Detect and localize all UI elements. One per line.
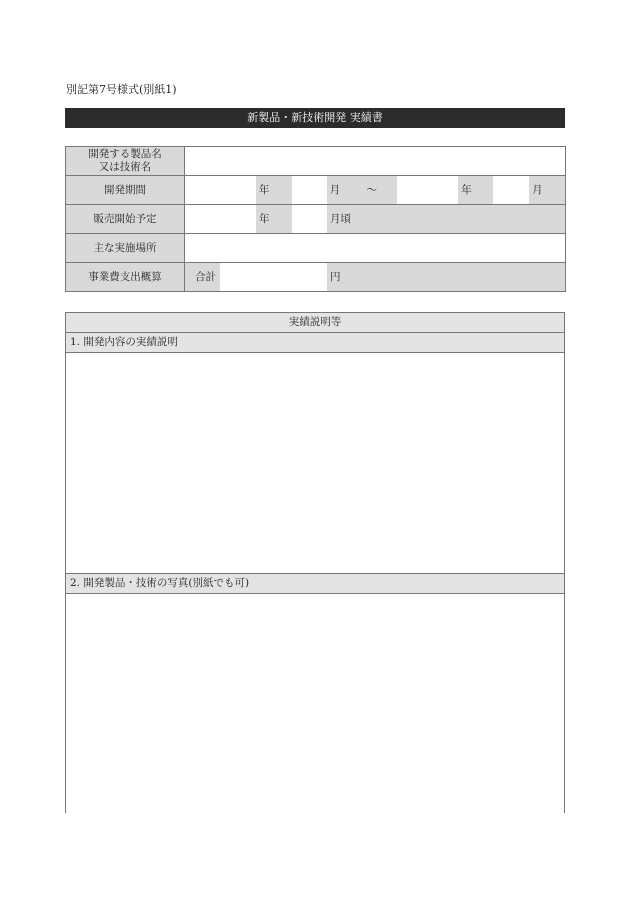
expenses-amount-field[interactable]: [220, 263, 327, 291]
product-name-label-line2: 又は技術名: [98, 161, 152, 173]
dev-period-label: 開発期間: [66, 176, 185, 205]
product-name-label: [66, 147, 185, 176]
product-name-field[interactable]: [185, 147, 566, 176]
document-title: 新製品・新技術開発 実績書: [65, 108, 565, 128]
location-field[interactable]: [185, 234, 566, 263]
dev-period-tilde: 〜: [367, 176, 398, 204]
product-name-row: [66, 147, 566, 176]
location-row: [66, 234, 566, 263]
results-header: 実績説明等: [66, 313, 564, 333]
expenses-total-label: 合計: [185, 263, 220, 291]
sales-start-label: 販売開始予定: [66, 205, 185, 234]
dev-period-end-month-field[interactable]: [493, 176, 529, 204]
dev-period-month2-unit: 月: [529, 176, 565, 204]
sales-start-year-unit: 年: [256, 205, 292, 233]
section1-text-area[interactable]: [66, 353, 564, 573]
dev-period-year-unit: 年: [256, 176, 292, 204]
sales-start-fields: [185, 205, 565, 233]
dev-period-end-year-field[interactable]: [397, 176, 458, 204]
dev-period-start-month-field[interactable]: [292, 176, 327, 204]
location-label: 主な実施場所: [66, 234, 185, 263]
sales-start-row: [66, 205, 566, 234]
results-box: [65, 312, 565, 813]
section2-heading: 2. 開発製品・技術の写真(別紙でも可): [66, 573, 564, 594]
expenses-yen-unit: 円: [327, 263, 565, 291]
dev-period-year2-unit: 年: [458, 176, 493, 204]
expenses-label: 事業費支出概算: [66, 263, 185, 292]
expenses-row: [66, 263, 566, 292]
expenses-fields: [185, 263, 565, 291]
dev-period-row: [66, 176, 566, 205]
sales-start-year-field[interactable]: [185, 205, 256, 233]
form-number: 別記第7号様式(別紙1): [66, 83, 177, 96]
dev-period-start-year-field[interactable]: [185, 176, 256, 204]
sales-start-month-field[interactable]: [292, 205, 327, 233]
section1-heading: 1. 開発内容の実績説明: [66, 333, 564, 353]
sales-start-month-unit: 月頃: [327, 205, 565, 233]
section2-photo-area[interactable]: [66, 594, 564, 813]
dev-period-month-unit: 月: [327, 176, 367, 204]
dev-period-fields: [185, 176, 565, 204]
product-name-label-line1: 開発する製品名: [88, 148, 162, 160]
info-table: [65, 146, 566, 292]
